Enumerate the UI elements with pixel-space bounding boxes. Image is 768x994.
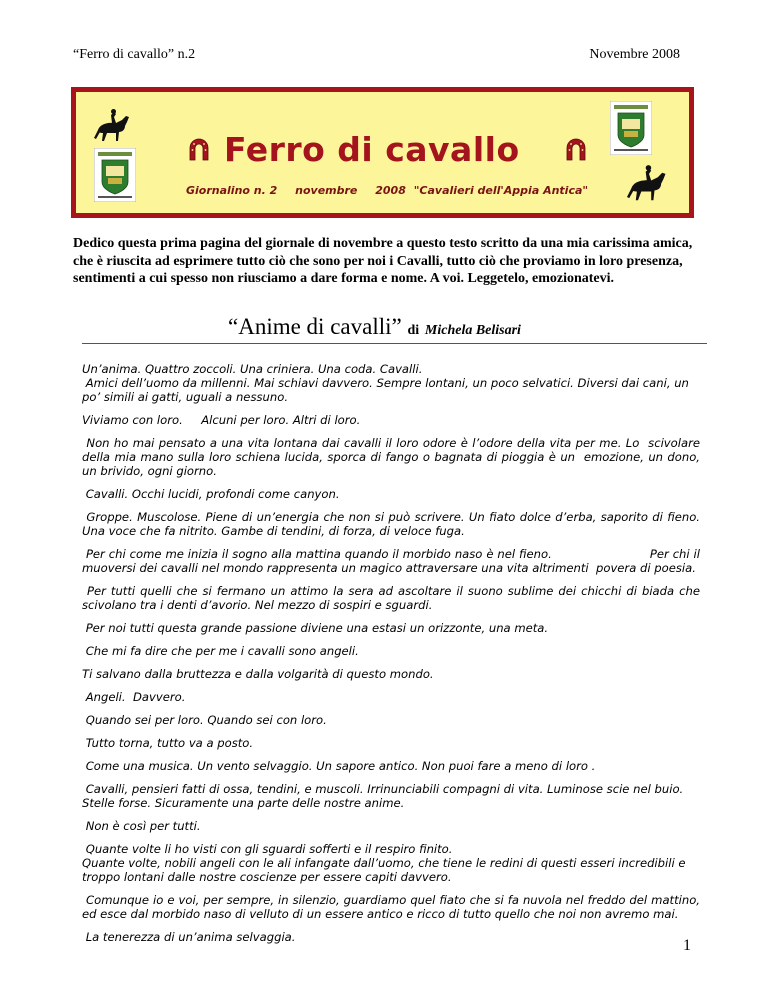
running-header-date: Novembre 2008 [589, 47, 680, 62]
horseshoe-icon [563, 136, 589, 162]
poem-title-text: “Anime di cavalli” [228, 314, 402, 339]
poem-paragraph [82, 362, 700, 404]
poem-paragraph [82, 713, 700, 727]
poem-line: Angeli. Davvero. [82, 690, 186, 704]
poem-line: Non ho mai pensato a una vita lontana dai cavalli il loro odore è l’odore della vita per me. Lo scivolare della mia mano sulla loro schiena lucida, sporca di fango o bagnata di pioggia è un emozione, un dono, un brivido, ogni giorno. [82, 436, 704, 478]
poem-line: Quante volte, nobili angeli con le ali infangate dall’uomo, che tiene le redini di questi esseri incredibili e troppo lontani dalle nostre coscienze per essere capiti davvero. [82, 856, 690, 884]
poem-paragraph [82, 667, 700, 681]
crest-icon [94, 148, 136, 202]
masthead-year: 2008 [375, 184, 406, 197]
poem-paragraph [82, 510, 704, 538]
poem-line: Per noi tutti questa grande passione diviene una estasi un orizzonte, una meta. [82, 621, 549, 635]
poem-paragraph [82, 736, 700, 750]
poem-line: Groppe. Muscolose. Piene di un’energia che non si può scrivere. Un fiato dolce d’erba, saporito di fieno. Una voce che fa nitrito. Gambe di tendini, di forza, di veloce fuga. [82, 510, 704, 538]
poem-paragraph [82, 842, 700, 884]
poem-paragraph [82, 621, 700, 635]
masthead-title: Ferro di cavallo [224, 130, 520, 169]
poem-paragraph [82, 413, 700, 427]
poem-line: Quante volte li ho visti con gli sguardi sofferti e il respiro finito. [82, 842, 453, 856]
poem-paragraph [82, 584, 704, 612]
masthead-issue: Giornalino n. 2 [186, 184, 278, 197]
intro-paragraph: Dedico questa prima pagina del giornale di novembre a questo testo scritto da una mia carissima amica, che è riuscita ad esprimere tutto ciò che sono per noi i Cavalli, tutto ciò che proviamo in loro presenza, sentimenti a cui spesso non riusciamo a dare forma e nome. A voi. Leggetelo, emozionatevi. [73, 236, 693, 286]
poem-paragraph [82, 487, 700, 501]
poem-line: Per chi come me inizia il sogno alla mattina quando il morbido naso è nel fieno. Per chi il muoversi dei cavalli nel mondo rappresenta un magico attraversare una vita altrimenti povera di poesia. [82, 547, 704, 575]
running-header-title: “Ferro di cavallo” n.2 [73, 47, 196, 62]
poem-line: La tenerezza di un’anima selvaggia. [82, 930, 296, 944]
masthead-club: "Cavalieri dell'Appia Antica" [413, 184, 589, 197]
poem-paragraph [82, 930, 700, 944]
masthead-subtitle [186, 184, 588, 197]
poem-paragraph [82, 644, 700, 658]
title-rule [82, 343, 707, 344]
poem-line: Comunque io e voi, per sempre, in silenzio, guardiamo quel fiato che si fa nuvola nel freddo del mattino, ed esce dal morbido naso di velluto di un essere antico e ricco di tutto quello che noi non avremo mai. [82, 893, 704, 921]
poem-line: Tutto torna, tutto va a posto. [82, 736, 254, 750]
rider-silhouette [92, 108, 136, 148]
poem-paragraph [82, 547, 704, 575]
poem-line: Cavalli. Occhi lucidi, profondi come canyon. [82, 487, 340, 501]
masthead-banner [71, 87, 694, 218]
poem-line: Quando sei per loro. Quando sei con loro. [82, 713, 327, 727]
poem-body [82, 362, 704, 953]
poem-paragraph [82, 819, 700, 833]
poem-line: Un’anima. Quattro zoccoli. Una criniera. Una coda. Cavalli. [82, 362, 423, 376]
poem-line: Amici dell’uomo da millenni. Mai schiavi davvero. Sempre lontani, un poco selvatici. Diversi dai cani, un po’ simili ai gatti, uguali a nessuno. [82, 376, 693, 404]
masthead-inner [76, 92, 689, 213]
poem-line: Non è così per tutti. [82, 819, 201, 833]
poem-line: Come una musica. Un vento selvaggio. Un sapore antico. Non puoi fare a meno di loro . [82, 759, 596, 773]
horseshoe-icon [186, 136, 212, 162]
poem-paragraph [82, 782, 700, 810]
rider-silhouette [624, 164, 674, 208]
poem-paragraph [82, 690, 700, 704]
poem-author: Michela Belisari [424, 323, 521, 338]
poem-paragraph [82, 893, 704, 921]
poem-title [228, 314, 521, 340]
poem-line: Viviamo con loro. Alcuni per loro. Altri di loro. [82, 413, 361, 427]
poem-paragraph [82, 759, 700, 773]
masthead-month: novembre [295, 184, 358, 197]
crest-icon [610, 101, 652, 155]
poem-line: Che mi fa dire che per me i cavalli sono angeli. [82, 644, 359, 658]
page-number: 1 [683, 937, 691, 954]
poem-byline-prefix: di [407, 323, 420, 338]
poem-line: Per tutti quelli che si fermano un attimo la sera ad ascoltare il suono sublime dei chicchi di biada che scivolano tra i denti d’avorio. Nel mezzo di sospiri e sguardi. [82, 584, 704, 612]
poem-line: Ti salvano dalla bruttezza e dalla volgarità di questo mondo. [82, 667, 434, 681]
poem-paragraph [82, 436, 704, 478]
poem-line: Stelle forse. Sicuramente una parte delle nostre anime. [82, 796, 405, 810]
poem-line: Cavalli, pensieri fatti di ossa, tendini, e muscoli. Irrinunciabili compagni di vita. Luminose scie nel buio. [82, 782, 684, 796]
